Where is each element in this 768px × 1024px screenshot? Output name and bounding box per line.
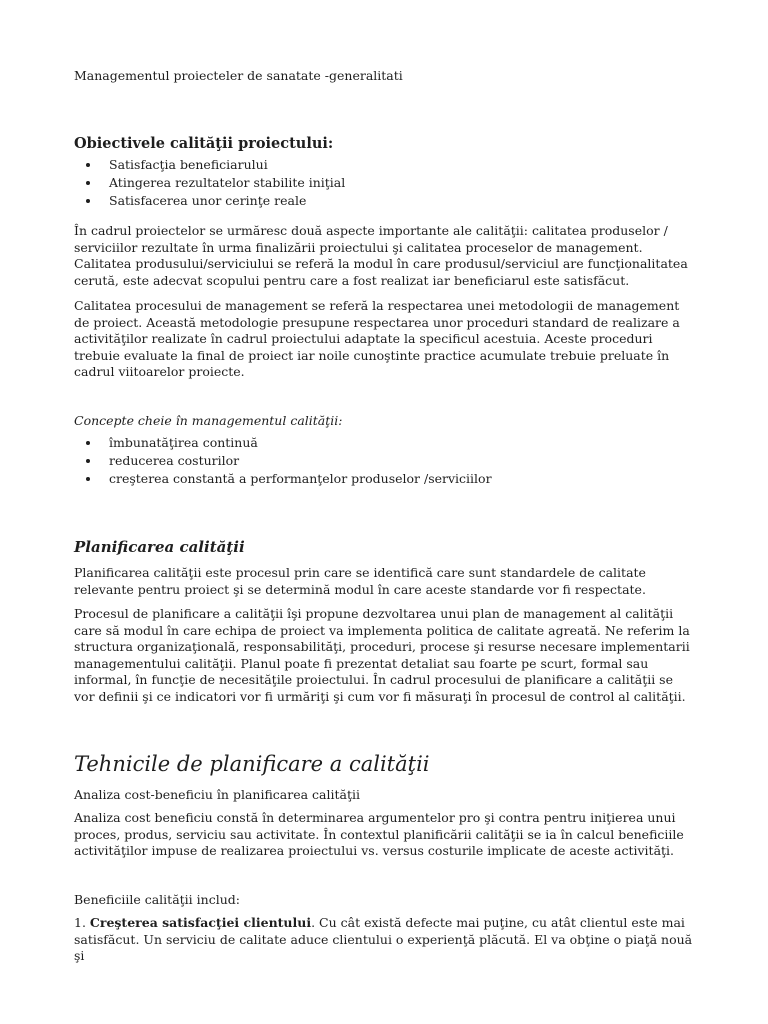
management-quality-paragraph: Calitatea procesului de management se referă la respectarea unei metodologii de management de proiect. Această metodologie presupune respectarea unor proceduri standard de realizare a activităţilor realizate în cadrul proiectului adaptate la specificul acestuia. Aceste proceduri trebuie evaluate la final de proiect iar noile cunoştinte practice acumulate trebuie preluate în cadrul viitoarelor proiecte. xyxy=(74,298,680,380)
planning-paragraph-2: Procesul de planificare a calităţii îşi propune dezvoltarea unui plan de management al calităţii care să modul în care echipa de proiect va implementa politica de calitate agreată. Ne referim la structura organizaţională, responsabilităţi, proceduri, procese şi resurse necesare implementarii managementului calităţii. Planul poate fi prezentat detaliat sau foarte pe scurt, formal sau informal, în funcţie de necesităţile proiectului. În cadrul procesului de planificare a calităţii se vor definii şi ce indicatori vor fi urmăriţi şi cum vor fi măsuraţi în procesul de control al calităţii. xyxy=(74,606,690,704)
benefit-1-paragraph xyxy=(74,915,696,965)
cost-benefit-subheading: Analiza cost-beneficiu în planificarea calităţii xyxy=(74,787,360,802)
planning-paragraph-1: Planificarea calităţii este procesul prin care se identifică care sunt standardele de calitate relevante pentru proiect şi se determină modul în care aceste standarde vor fi respectate. xyxy=(74,565,646,597)
list-item: • reducerea costurilor xyxy=(101,452,696,470)
list-item: • creşterea constantă a performanţelor produselor /serviciilor xyxy=(101,470,696,488)
quality-aspects-paragraph: În cadrul proiectelor se urmăresc două aspecte importante ale calităţii: calitatea produselor / serviciilor rezultate în urma finalizării proiectului şi calitatea proceselor de management. Calitatea produsului/serviciului se referă la modul în care produsul/serviciul are funcţionalitatea cerută, este adecvat scopului pentru care a fost realizat iar beneficiarul este satisfăcut. xyxy=(74,223,688,288)
list-item: • Satisfacţia beneficiarului xyxy=(101,156,696,174)
benefits-intro: Beneficiile calităţii includ: xyxy=(74,892,240,907)
objectives-heading: Obiectivele calităţii proiectului: xyxy=(74,135,334,152)
list-item: • Atingerea rezultatelor stabilite iniţial xyxy=(101,174,696,192)
planning-heading: Planificarea calităţii xyxy=(74,538,245,556)
objectives-list xyxy=(74,156,696,210)
list-item: • îmbunatăţirea continuă xyxy=(101,434,696,452)
techniques-heading: Tehnicile de planificare a calităţii xyxy=(74,752,430,776)
list-item: • Satisfacerea unor cerinţe reale xyxy=(101,192,696,210)
document-title: Managementul proiecteler de sanatate -generalitati xyxy=(74,68,403,83)
concepts-list xyxy=(74,434,696,488)
benefit-1-title: Creşterea satisfacţiei clientului xyxy=(89,915,312,930)
concepts-heading: Concepte cheie în managementul calităţii: xyxy=(74,413,343,428)
benefit-1-text: . Cu cât există defecte mai puţine, cu atât clientul este mai satisfăcut. Un serviciu de calitate aduce clientului o experienţă plăcută. El va obţine o piaţă nouă şi xyxy=(74,915,693,964)
concepts-section xyxy=(74,413,696,488)
cost-benefit-paragraph: Analiza cost beneficiu constă în determinarea argumentelor pro şi contra pentru iniţierea unui proces, produs, serviciu sau activitate. În contextul planificării calităţii se ia în calcul beneficiile activităţilor impuse de realizarea proiectului vs. versus costurile implicate de aceste activităţi. xyxy=(74,810,684,859)
objectives-section xyxy=(74,135,696,210)
benefit-1-number: 1. xyxy=(74,915,90,930)
